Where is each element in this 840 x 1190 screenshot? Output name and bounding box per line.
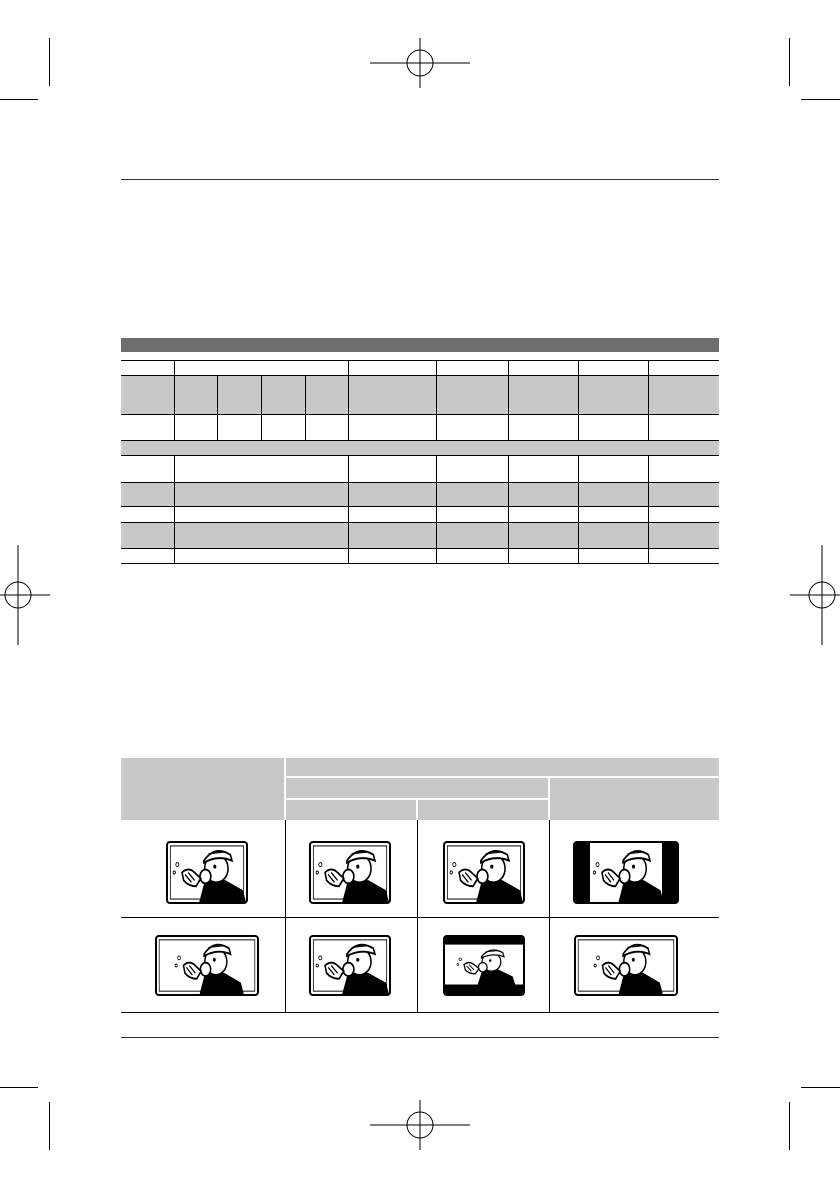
spec-table-rule [121,440,719,441]
aspect-table-suba-header [286,800,416,820]
cartoon-4x3-icon [309,841,391,904]
cartoon-image [311,937,389,994]
aspect-table-rule [121,1012,719,1013]
spec-table-subdivider [305,375,306,440]
registration-mark-top [370,38,470,88]
spec-table-divider [348,455,349,563]
cartoon-image [576,937,676,994]
crop-mark-bottom-left-h [0,1087,38,1088]
crop-mark-bottom-right-v [789,1102,790,1150]
spec-table-row-shaded [121,522,719,548]
cartoon-image [445,937,523,994]
spec-table-rule [121,414,719,415]
spec-table-divider [348,360,349,440]
spec-table-rule [121,506,719,507]
cartoon-4x3-icon [166,841,248,904]
spec-table-divider [436,455,437,563]
spec-table-subdivider [261,375,262,440]
spec-table-subdivider [217,375,218,440]
spec-table-row-shaded [121,375,719,414]
spec-table-divider [174,360,175,440]
aspect-table-col4-label [550,778,719,820]
spec-table-rule [121,563,719,564]
spec-table-rule [121,455,719,456]
spec-table-divider [648,455,649,563]
cartoon-16x9-cropped-icon [309,935,391,996]
aspect-table-subb-header [418,800,548,820]
header-rule [121,179,719,180]
spec-table-divider [174,455,175,563]
spec-table-row-shaded [121,440,719,455]
cartoon-image [311,843,389,902]
aspect-table-display-header [286,758,719,776]
crop-mark-bottom-left-v [49,1102,50,1150]
spec-table-divider [508,455,509,563]
aspect-table-rule [121,917,719,918]
aspect-table-source-label [121,758,284,820]
aspect-table-group-label [286,778,548,798]
aspect-table-subb-label [418,800,548,820]
aspect-table-display-label [286,758,719,776]
aspect-table-source-header [121,758,284,820]
registration-mark-right [790,545,840,645]
crop-mark-bottom-right-h [801,1087,840,1088]
cartoon-image [445,843,523,902]
aspect-table-suba-label [286,800,416,820]
spec-table-rule [121,375,719,376]
crop-mark-top-left-h [0,99,38,100]
crop-mark-top-right-h [801,99,840,100]
spec-table-divider [578,360,579,440]
spec-table [121,338,719,564]
aspect-table-group-header [286,778,548,798]
registration-mark-bottom [370,1100,470,1150]
cartoon-image [157,937,257,994]
spec-table-divider [436,360,437,440]
spec-table-rule [121,482,719,483]
footer-rule [121,1037,719,1038]
crop-mark-top-left-v [49,38,50,86]
spec-table-rule [121,548,719,549]
spec-table-row-shaded [121,482,719,506]
crop-mark-top-right-v [789,38,790,86]
spec-table-rule [121,522,719,523]
cartoon-image [168,843,246,902]
cartoon-letterbox-icon [443,935,525,996]
cartoon-4x3-icon [443,841,525,904]
aspect-table-divider [285,820,286,1012]
cartoon-16x9-icon [155,935,259,996]
spec-table-header-band [121,338,719,352]
spec-table-divider [508,360,509,440]
spec-table-divider [648,360,649,440]
spec-table-rule [121,360,719,361]
spec-table-divider [578,455,579,563]
cartoon-pillarbox-icon [573,841,679,904]
cartoon-16x9-icon [574,935,678,996]
registration-mark-left [0,545,50,645]
aspect-table-divider [417,820,418,1012]
aspect-table-divider [549,820,550,1012]
cartoon-image [575,843,677,902]
aspect-table-col4-header [550,778,719,820]
